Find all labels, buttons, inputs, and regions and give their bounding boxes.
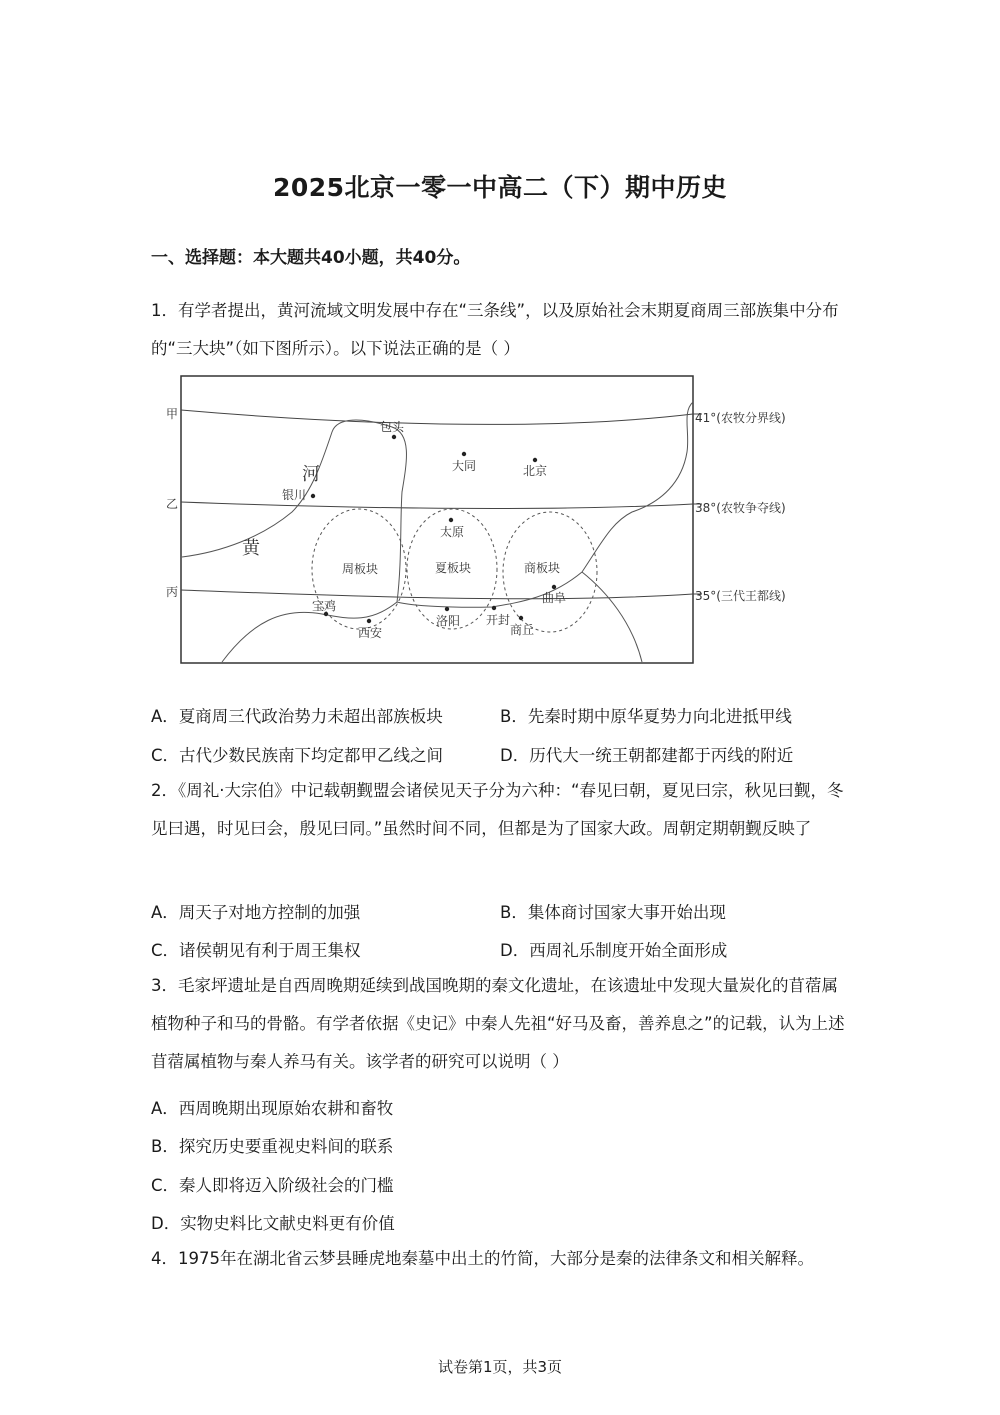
city-shangqiu: 商丘 [510,623,535,637]
page-footer: 试卷第1页，共3页 [437,1358,563,1376]
city-datong: 大同 [452,459,477,473]
line-jia [181,410,693,424]
label-38: 38°(农牧争夺线) [695,501,786,515]
city-xian: 西安 [358,626,383,640]
q2-option-d[interactable]: D．西周礼乐制度开始全面形成 [500,941,728,960]
q2-option-a[interactable]: A．周天子对地方控制的加强 [151,903,361,922]
line-yi [181,502,693,508]
block-xia: 夏板块 [435,561,472,575]
q1-option-c[interactable]: C．古代少数民族南下均定都甲乙线之间 [151,746,444,765]
q3-option-a[interactable]: A．西周晚期出现原始农耕和畜牧 [151,1099,394,1118]
label-yi: 乙 [166,497,179,511]
city-luoyang: 洛阳 [436,614,461,628]
question-4-stem: 4．1975年在湖北省云梦县睡虎地秦墓中出土的竹简，大部分是秦的法律条文和相关解释。 [151,1249,814,1268]
question-3-stem: 3．毛家坪遗址是自西周晚期延续到战国晚期的秦文化遗址，在该遗址中发现大量炭化的苜蓿属植物种子和马的骨骼。有学者依据《史记》中秦人先祖“好马及畜，善养息之”的记载，认为上述苜蓿属植物与秦人养马有关。该学者的研究可以说明（ ） [151,976,845,1071]
q1-option-d[interactable]: D．历代大一统王朝都建都于丙线的附近 [500,746,794,765]
city-beijing: 北京 [523,464,548,478]
label-35: 35°(三代王都线) [695,589,786,603]
q3-option-d[interactable]: D．实物史料比文献史料更有价值 [151,1214,395,1233]
label-bing: 丙 [166,585,179,599]
block-zhou: 周板块 [342,562,379,576]
q2-option-c[interactable]: C．诸侯朝见有利于周王集权 [151,941,361,960]
q3-option-b[interactable]: B．探究历史要重视史料间的联系 [151,1137,394,1156]
label-jia: 甲 [166,407,179,421]
city-baotou: 包头 [380,420,405,434]
river-he: 河 [302,464,320,485]
q2-option-b[interactable]: B．集体商讨国家大事开始出现 [500,903,726,922]
q1-option-b[interactable]: B．先秦时期中原华夏势力向北进抵甲线 [500,707,792,726]
map-figure [162,372,822,668]
label-41: 41°(农牧分界线) [695,411,786,425]
block-shang: 商板块 [524,561,561,575]
question-1-stem: 1．有学者提出，黄河流域文明发展中存在“三条线”，以及原始社会末期夏商周三部族集中分布的“三大块”（如下图所示）。以下说法正确的是（ ） [151,301,839,358]
river-huang: 黄 [242,538,260,559]
question-2-stem: 2．《周礼·大宗伯》中记载朝觐盟会诸侯见天子分为六种：“春见曰朝，夏见曰宗，秋见曰觐，冬见曰遇，时见曰会，殷见曰同。”虽然时间不同，但都是为了国家大政。周朝定期朝觐反映了 [151,781,844,838]
city-taiyuan: 太原 [440,525,465,539]
line-bing [181,590,693,599]
section-heading: 一、选择题：本大题共40小题，共40分。 [151,248,471,268]
q3-option-c[interactable]: C．秦人即将迈入阶级社会的门槛 [151,1176,394,1195]
city-baoji: 宝鸡 [312,599,337,613]
city-kaifeng: 开封 [486,613,511,627]
page-title: 2025北京一零一中高二（下）期中历史 [272,173,728,202]
city-yinchuan: 银川 [282,488,307,502]
city-qufu: 曲阜 [542,591,567,605]
q1-option-a[interactable]: A．夏商周三代政治势力未超出部族板块 [151,707,443,726]
